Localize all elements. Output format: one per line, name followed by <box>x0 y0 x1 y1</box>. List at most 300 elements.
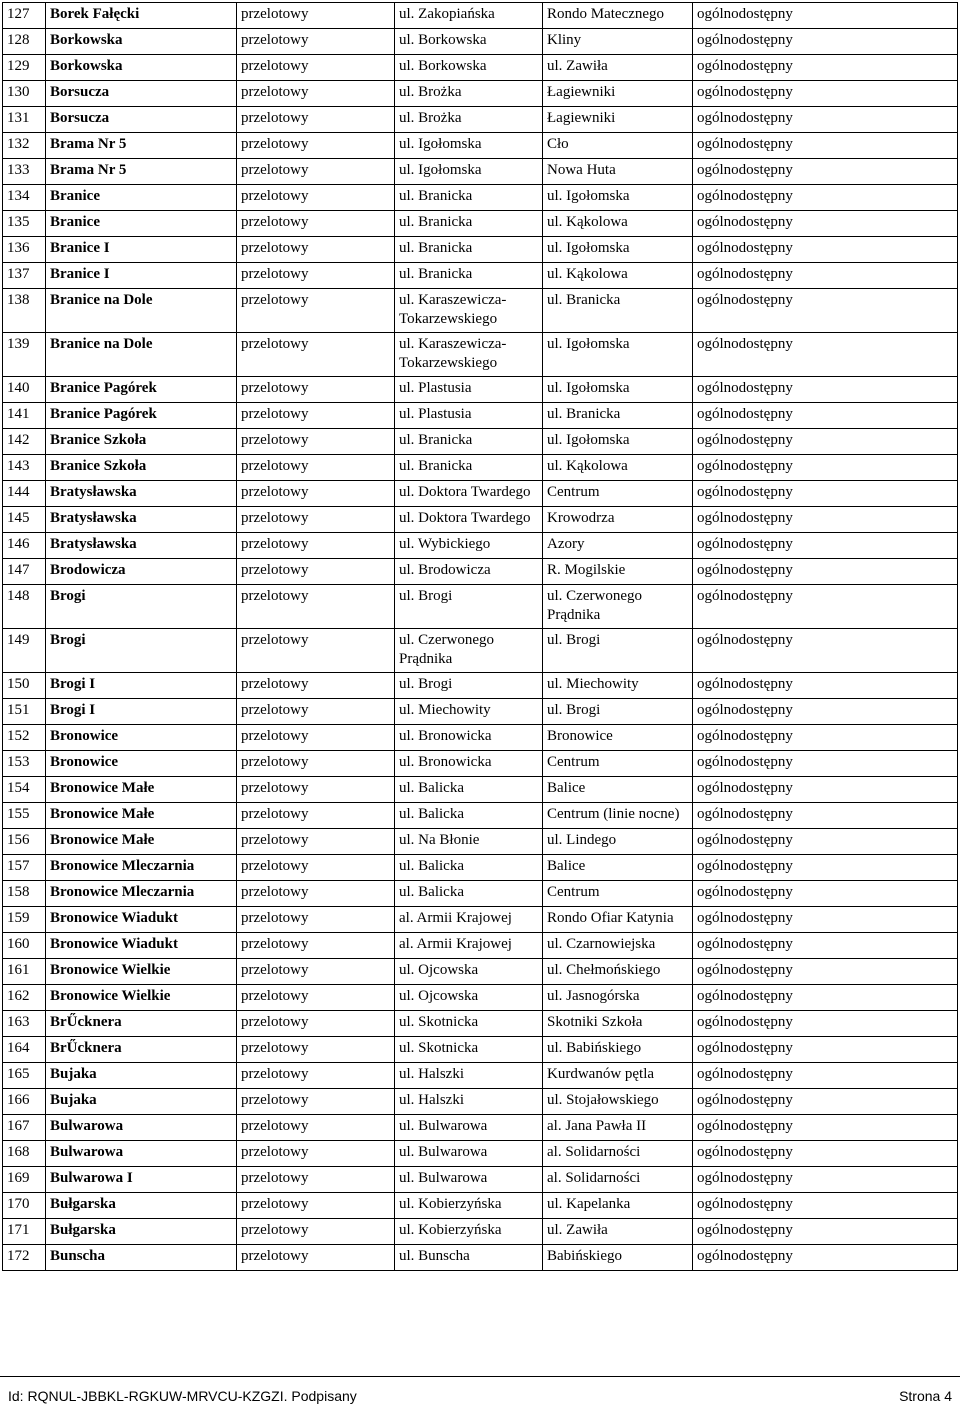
stop-access: ogólnodostępny <box>693 159 958 185</box>
stop-access: ogólnodostępny <box>693 1167 958 1193</box>
stop-number: 132 <box>3 133 46 159</box>
stop-number: 145 <box>3 507 46 533</box>
stop-access: ogólnodostępny <box>693 237 958 263</box>
stop-name: Borkowska <box>46 55 237 81</box>
stop-type: przelotowy <box>237 1141 395 1167</box>
stop-direction: Centrum (linie nocne) <box>543 803 693 829</box>
table-row <box>3 777 958 803</box>
stop-number: 146 <box>3 533 46 559</box>
stop-type: przelotowy <box>237 185 395 211</box>
table-row <box>3 263 958 289</box>
stop-type: przelotowy <box>237 237 395 263</box>
stop-street: ul. Branicka <box>395 429 543 455</box>
stop-access: ogólnodostępny <box>693 429 958 455</box>
stop-street: ul. Balicka <box>395 803 543 829</box>
stop-access: ogólnodostępny <box>693 1245 958 1271</box>
stop-name: Branice na Dole <box>46 289 237 333</box>
stop-street: ul. Brożka <box>395 107 543 133</box>
stop-type: przelotowy <box>237 699 395 725</box>
stop-access: ogólnodostępny <box>693 959 958 985</box>
stop-street: ul. Karaszewicza-Tokarzewskiego <box>395 333 543 377</box>
stop-type: przelotowy <box>237 855 395 881</box>
stop-number: 159 <box>3 907 46 933</box>
page-number: Strona 4 <box>899 1388 952 1404</box>
stop-name: Bratysławska <box>46 507 237 533</box>
stop-direction: ul. Jasnogórska <box>543 985 693 1011</box>
stop-direction: Balice <box>543 855 693 881</box>
stop-name: Bronowice <box>46 725 237 751</box>
stop-type: przelotowy <box>237 559 395 585</box>
stop-direction: Kurdwanów pętla <box>543 1063 693 1089</box>
stop-number: 152 <box>3 725 46 751</box>
stop-direction: R. Mogilskie <box>543 559 693 585</box>
stop-name: Bronowice Wiadukt <box>46 933 237 959</box>
stop-access: ogólnodostępny <box>693 829 958 855</box>
stop-street: ul. Branicka <box>395 211 543 237</box>
stop-name: Bułgarska <box>46 1219 237 1245</box>
stop-direction: ul. Igołomska <box>543 237 693 263</box>
table-row <box>3 3 958 29</box>
stop-access: ogólnodostępny <box>693 777 958 803</box>
stop-direction: ul. Chełmońskiego <box>543 959 693 985</box>
stop-number: 129 <box>3 55 46 81</box>
stop-type: przelotowy <box>237 959 395 985</box>
stop-street: ul. Halszki <box>395 1089 543 1115</box>
stop-access: ogólnodostępny <box>693 403 958 429</box>
stop-number: 156 <box>3 829 46 855</box>
stop-street: ul. Czerwonego Prądnika <box>395 629 543 673</box>
table-row <box>3 1063 958 1089</box>
stop-number: 163 <box>3 1011 46 1037</box>
stop-direction: Cło <box>543 133 693 159</box>
table-row <box>3 1115 958 1141</box>
stop-number: 171 <box>3 1219 46 1245</box>
stop-number: 140 <box>3 377 46 403</box>
table-row <box>3 533 958 559</box>
stop-access: ogólnodostępny <box>693 907 958 933</box>
stop-direction: ul. Zawiła <box>543 55 693 81</box>
stop-name: Brama Nr 5 <box>46 133 237 159</box>
stop-number: 138 <box>3 289 46 333</box>
stop-direction: ul. Igołomska <box>543 429 693 455</box>
stop-type: przelotowy <box>237 585 395 629</box>
stop-direction: Krowodrza <box>543 507 693 533</box>
stop-name: Bronowice <box>46 751 237 777</box>
document-id: Id: RQNUL-JBBKL-RGKUW-MRVCU-KZGZI. Podpisany <box>8 1388 357 1404</box>
stop-access: ogólnodostępny <box>693 933 958 959</box>
stop-access: ogólnodostępny <box>693 107 958 133</box>
stop-name: Bułgarska <box>46 1193 237 1219</box>
stop-number: 155 <box>3 803 46 829</box>
table-row <box>3 1011 958 1037</box>
stop-direction: ul. Igołomska <box>543 185 693 211</box>
stop-name: Branice I <box>46 237 237 263</box>
stop-access: ogólnodostępny <box>693 881 958 907</box>
stop-type: przelotowy <box>237 907 395 933</box>
stop-street: ul. Branicka <box>395 185 543 211</box>
stop-access: ogólnodostępny <box>693 855 958 881</box>
table-row <box>3 159 958 185</box>
table-row <box>3 699 958 725</box>
stop-street: al. Armii Krajowej <box>395 907 543 933</box>
stop-name: Bronowice Mleczarnia <box>46 881 237 907</box>
stop-direction: ul. Kapelanka <box>543 1193 693 1219</box>
stop-type: przelotowy <box>237 333 395 377</box>
stop-number: 136 <box>3 237 46 263</box>
stop-street: ul. Brogi <box>395 585 543 629</box>
stop-direction: ul. Czarnowiejska <box>543 933 693 959</box>
stop-access: ogólnodostępny <box>693 1011 958 1037</box>
stop-name: BrŰcknera <box>46 1037 237 1063</box>
stop-type: przelotowy <box>237 29 395 55</box>
stop-access: ogólnodostępny <box>693 455 958 481</box>
stop-access: ogólnodostępny <box>693 1063 958 1089</box>
stop-street: ul. Ojcowska <box>395 959 543 985</box>
table-row <box>3 211 958 237</box>
stop-access: ogólnodostępny <box>693 985 958 1011</box>
stop-street: ul. Borkowska <box>395 29 543 55</box>
stop-type: przelotowy <box>237 777 395 803</box>
stop-number: 127 <box>3 3 46 29</box>
stop-type: przelotowy <box>237 211 395 237</box>
stop-access: ogólnodostępny <box>693 673 958 699</box>
stop-direction: ul. Igołomska <box>543 333 693 377</box>
stop-access: ogólnodostępny <box>693 263 958 289</box>
table-row <box>3 481 958 507</box>
table-row <box>3 1193 958 1219</box>
stop-name: Brodowicza <box>46 559 237 585</box>
stop-direction: Łagiewniki <box>543 81 693 107</box>
stop-number: 131 <box>3 107 46 133</box>
stop-name: Bronowice Wielkie <box>46 959 237 985</box>
table-row <box>3 725 958 751</box>
table-row <box>3 333 958 377</box>
stop-type: przelotowy <box>237 289 395 333</box>
stop-name: Bulwarowa <box>46 1141 237 1167</box>
stop-access: ogólnodostępny <box>693 559 958 585</box>
stop-name: Brogi <box>46 629 237 673</box>
stop-type: przelotowy <box>237 803 395 829</box>
stop-number: 165 <box>3 1063 46 1089</box>
stop-street: ul. Kobierzyńska <box>395 1193 543 1219</box>
stop-number: 157 <box>3 855 46 881</box>
stop-number: 168 <box>3 1141 46 1167</box>
table-row <box>3 629 958 673</box>
table-row <box>3 429 958 455</box>
table-row <box>3 959 958 985</box>
stop-direction: ul. Lindego <box>543 829 693 855</box>
stop-access: ogólnodostępny <box>693 185 958 211</box>
stop-direction: Rondo Ofiar Katynia <box>543 907 693 933</box>
stop-direction: al. Solidarności <box>543 1141 693 1167</box>
stop-direction: Łagiewniki <box>543 107 693 133</box>
stop-access: ogólnodostępny <box>693 481 958 507</box>
stop-name: Branice Szkoła <box>46 429 237 455</box>
stop-access: ogólnodostępny <box>693 211 958 237</box>
table-row <box>3 907 958 933</box>
stop-type: przelotowy <box>237 533 395 559</box>
stop-street: ul. Bulwarowa <box>395 1115 543 1141</box>
table-row <box>3 1089 958 1115</box>
stop-direction: Azory <box>543 533 693 559</box>
table-row <box>3 1245 958 1271</box>
stop-number: 142 <box>3 429 46 455</box>
stop-number: 164 <box>3 1037 46 1063</box>
stop-direction: ul. Kąkolowa <box>543 263 693 289</box>
stop-street: ul. Skotnicka <box>395 1037 543 1063</box>
stop-access: ogólnodostępny <box>693 333 958 377</box>
table-row <box>3 455 958 481</box>
table-row <box>3 29 958 55</box>
stop-number: 143 <box>3 455 46 481</box>
stop-access: ogólnodostępny <box>693 1219 958 1245</box>
stop-number: 150 <box>3 673 46 699</box>
table-row <box>3 55 958 81</box>
table-row <box>3 585 958 629</box>
stop-number: 160 <box>3 933 46 959</box>
stop-access: ogólnodostępny <box>693 803 958 829</box>
table-row <box>3 1141 958 1167</box>
table-row <box>3 1167 958 1193</box>
stop-street: ul. Borkowska <box>395 55 543 81</box>
stop-name: Bronowice Wielkie <box>46 985 237 1011</box>
table-row <box>3 855 958 881</box>
stop-access: ogólnodostępny <box>693 81 958 107</box>
stop-type: przelotowy <box>237 673 395 699</box>
stop-direction: Babińskiego <box>543 1245 693 1271</box>
table-row <box>3 377 958 403</box>
stop-direction: ul. Zawiła <box>543 1219 693 1245</box>
stop-type: przelotowy <box>237 881 395 907</box>
stop-type: przelotowy <box>237 507 395 533</box>
stop-street: ul. Miechowity <box>395 699 543 725</box>
stop-type: przelotowy <box>237 1167 395 1193</box>
stop-type: przelotowy <box>237 107 395 133</box>
stop-street: ul. Branicka <box>395 263 543 289</box>
stop-name: Bujaka <box>46 1089 237 1115</box>
stop-street: ul. Bunscha <box>395 1245 543 1271</box>
table-row <box>3 133 958 159</box>
stop-access: ogólnodostępny <box>693 1193 958 1219</box>
stop-street: ul. Bulwarowa <box>395 1141 543 1167</box>
stop-access: ogólnodostępny <box>693 289 958 333</box>
stop-direction: al. Solidarności <box>543 1167 693 1193</box>
stop-street: ul. Doktora Twardego <box>395 481 543 507</box>
stop-street: ul. Branicka <box>395 237 543 263</box>
stop-direction: Centrum <box>543 751 693 777</box>
stop-street: al. Armii Krajowej <box>395 933 543 959</box>
stop-name: Brogi I <box>46 699 237 725</box>
stop-type: przelotowy <box>237 1037 395 1063</box>
stop-access: ogólnodostępny <box>693 1089 958 1115</box>
stop-number: 162 <box>3 985 46 1011</box>
stop-direction: Bronowice <box>543 725 693 751</box>
stop-access: ogólnodostępny <box>693 725 958 751</box>
stop-direction: ul. Czerwonego Prądnika <box>543 585 693 629</box>
stop-direction: ul. Brogi <box>543 629 693 673</box>
table-row <box>3 985 958 1011</box>
stops-table <box>2 2 958 1271</box>
stop-number: 144 <box>3 481 46 507</box>
stop-street: ul. Igołomska <box>395 159 543 185</box>
stop-street: ul. Zakopiańska <box>395 3 543 29</box>
stop-name: Branice <box>46 211 237 237</box>
stop-street: ul. Brożka <box>395 81 543 107</box>
stop-direction: ul. Kąkolowa <box>543 211 693 237</box>
stop-street: ul. Balicka <box>395 855 543 881</box>
stop-street: ul. Halszki <box>395 1063 543 1089</box>
stop-number: 141 <box>3 403 46 429</box>
stop-number: 170 <box>3 1193 46 1219</box>
table-row <box>3 237 958 263</box>
stop-name: Bronowice Małe <box>46 829 237 855</box>
stop-type: przelotowy <box>237 81 395 107</box>
stop-number: 135 <box>3 211 46 237</box>
stop-street: ul. Brogi <box>395 673 543 699</box>
table-row <box>3 1219 958 1245</box>
stop-street: ul. Balicka <box>395 881 543 907</box>
stop-type: przelotowy <box>237 751 395 777</box>
table-row <box>3 559 958 585</box>
stop-access: ogólnodostępny <box>693 629 958 673</box>
stop-number: 151 <box>3 699 46 725</box>
stop-name: Branice na Dole <box>46 333 237 377</box>
stop-name: Branice I <box>46 263 237 289</box>
stop-street: ul. Skotnicka <box>395 1011 543 1037</box>
stop-name: Bratysławska <box>46 481 237 507</box>
stop-street: ul. Karaszewicza-Tokarzewskiego <box>395 289 543 333</box>
stop-number: 149 <box>3 629 46 673</box>
stop-direction: Centrum <box>543 481 693 507</box>
stop-direction: ul. Branicka <box>543 289 693 333</box>
stop-street: ul. Bronowicka <box>395 751 543 777</box>
stop-direction: Centrum <box>543 881 693 907</box>
table-row <box>3 751 958 777</box>
stop-name: Bronowice Mleczarnia <box>46 855 237 881</box>
table-row <box>3 829 958 855</box>
stop-number: 137 <box>3 263 46 289</box>
stop-name: Borkowska <box>46 29 237 55</box>
stop-direction: ul. Miechowity <box>543 673 693 699</box>
stop-number: 172 <box>3 1245 46 1271</box>
stop-street: ul. Doktora Twardego <box>395 507 543 533</box>
stop-direction: ul. Stojałowskiego <box>543 1089 693 1115</box>
table-row <box>3 881 958 907</box>
stop-name: Bronowice Małe <box>46 803 237 829</box>
stop-name: Bulwarowa I <box>46 1167 237 1193</box>
stop-type: przelotowy <box>237 1011 395 1037</box>
stop-street: ul. Wybickiego <box>395 533 543 559</box>
stop-access: ogólnodostępny <box>693 699 958 725</box>
stop-access: ogólnodostępny <box>693 3 958 29</box>
stop-name: Branice Pagórek <box>46 377 237 403</box>
stop-number: 148 <box>3 585 46 629</box>
table-row <box>3 933 958 959</box>
stop-type: przelotowy <box>237 1219 395 1245</box>
table-row <box>3 803 958 829</box>
stop-access: ogólnodostępny <box>693 533 958 559</box>
stop-direction: Kliny <box>543 29 693 55</box>
stop-number: 167 <box>3 1115 46 1141</box>
stop-street: ul. Na Błonie <box>395 829 543 855</box>
stop-number: 166 <box>3 1089 46 1115</box>
stop-type: przelotowy <box>237 481 395 507</box>
stop-access: ogólnodostępny <box>693 507 958 533</box>
stop-type: przelotowy <box>237 829 395 855</box>
stop-street: ul. Bulwarowa <box>395 1167 543 1193</box>
stop-type: przelotowy <box>237 377 395 403</box>
stop-direction: Nowa Huta <box>543 159 693 185</box>
stop-access: ogólnodostępny <box>693 133 958 159</box>
stop-street: ul. Bronowicka <box>395 725 543 751</box>
table-row <box>3 673 958 699</box>
table-row <box>3 403 958 429</box>
stop-name: Branice Pagórek <box>46 403 237 429</box>
stop-name: Branice Szkoła <box>46 455 237 481</box>
stop-name: Bratysławska <box>46 533 237 559</box>
table-row <box>3 1037 958 1063</box>
stop-type: przelotowy <box>237 55 395 81</box>
stop-type: przelotowy <box>237 3 395 29</box>
stop-number: 139 <box>3 333 46 377</box>
stop-type: przelotowy <box>237 159 395 185</box>
stop-name: BrŰcknera <box>46 1011 237 1037</box>
stop-number: 134 <box>3 185 46 211</box>
stop-name: Borsucza <box>46 107 237 133</box>
stop-street: ul. Branicka <box>395 455 543 481</box>
stop-access: ogólnodostępny <box>693 1037 958 1063</box>
table-row <box>3 81 958 107</box>
stop-name: Branice <box>46 185 237 211</box>
stop-access: ogólnodostępny <box>693 585 958 629</box>
stop-name: Bulwarowa <box>46 1115 237 1141</box>
page-footer <box>0 1376 960 1407</box>
stop-street: ul. Plastusia <box>395 377 543 403</box>
stop-type: przelotowy <box>237 629 395 673</box>
stop-access: ogólnodostępny <box>693 29 958 55</box>
table-row <box>3 185 958 211</box>
stop-number: 130 <box>3 81 46 107</box>
stop-street: ul. Balicka <box>395 777 543 803</box>
stop-street: ul. Plastusia <box>395 403 543 429</box>
stop-name: Borsucza <box>46 81 237 107</box>
stop-type: przelotowy <box>237 725 395 751</box>
stop-name: Brogi <box>46 585 237 629</box>
stop-direction: ul. Babińskiego <box>543 1037 693 1063</box>
stop-number: 128 <box>3 29 46 55</box>
stop-street: ul. Brodowicza <box>395 559 543 585</box>
stop-number: 158 <box>3 881 46 907</box>
stop-type: przelotowy <box>237 403 395 429</box>
stop-access: ogólnodostępny <box>693 55 958 81</box>
stop-direction: Skotniki Szkoła <box>543 1011 693 1037</box>
stop-number: 154 <box>3 777 46 803</box>
stop-street: ul. Igołomska <box>395 133 543 159</box>
stop-direction: ul. Kąkolowa <box>543 455 693 481</box>
stop-direction: ul. Branicka <box>543 403 693 429</box>
stops-table-body <box>3 3 958 1271</box>
stop-type: przelotowy <box>237 455 395 481</box>
stop-direction: al. Jana Pawła II <box>543 1115 693 1141</box>
stop-type: przelotowy <box>237 429 395 455</box>
stop-type: przelotowy <box>237 1089 395 1115</box>
stop-street: ul. Kobierzyńska <box>395 1219 543 1245</box>
stop-access: ogólnodostępny <box>693 1141 958 1167</box>
stop-name: Bujaka <box>46 1063 237 1089</box>
stop-access: ogólnodostępny <box>693 377 958 403</box>
stop-type: przelotowy <box>237 1115 395 1141</box>
stop-direction: ul. Igołomska <box>543 377 693 403</box>
